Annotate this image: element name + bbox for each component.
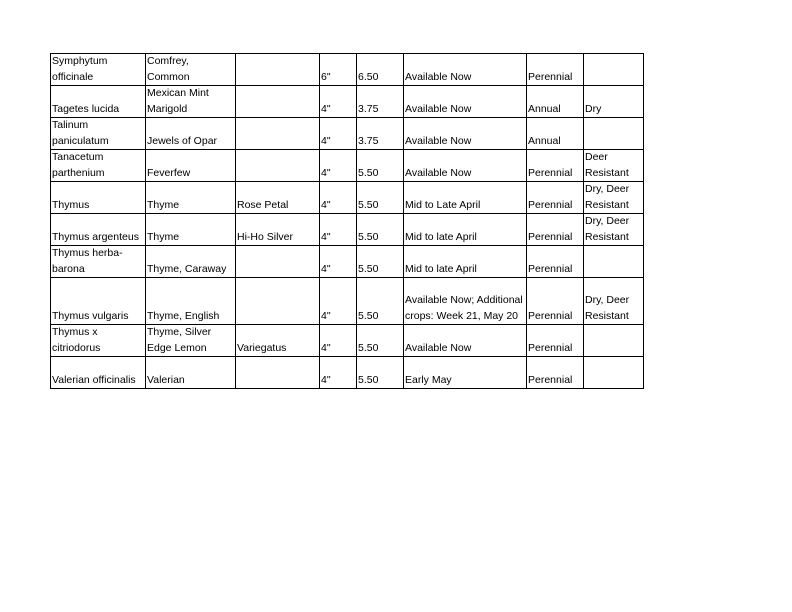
cultivar-cell: Variegatus xyxy=(236,325,320,357)
scientific-name-cell: Thymus herba-barona xyxy=(51,246,146,278)
price-cell: 5.50 xyxy=(357,246,404,278)
scientific-name-cell: Thymus argenteus xyxy=(51,214,146,246)
cultivar-cell xyxy=(236,118,320,150)
table-row xyxy=(51,150,644,182)
cultivar-cell xyxy=(236,357,320,389)
plant-type-cell: Annual xyxy=(527,86,584,118)
price-cell: 5.50 xyxy=(357,214,404,246)
notes-cell xyxy=(584,325,644,357)
common-name-cell: Thyme xyxy=(146,214,236,246)
price-cell: 3.75 xyxy=(357,118,404,150)
price-cell: 5.50 xyxy=(357,150,404,182)
table-row xyxy=(51,214,644,246)
availability-cell: Available Now xyxy=(404,325,527,357)
notes-cell: Dry, Deer Resistant xyxy=(584,182,644,214)
table-row xyxy=(51,325,644,357)
common-name-cell: Thyme, Silver Edge Lemon xyxy=(146,325,236,357)
plant-type-cell: Perennial xyxy=(527,246,584,278)
plant-type-cell: Annual xyxy=(527,118,584,150)
pot-size-cell: 4" xyxy=(320,150,357,182)
pot-size-cell: 4" xyxy=(320,246,357,278)
table-row xyxy=(51,182,644,214)
scientific-name-cell: Valerian officinalis xyxy=(51,357,146,389)
common-name-cell: Valerian xyxy=(146,357,236,389)
cultivar-cell xyxy=(236,246,320,278)
notes-cell: Deer Resistant xyxy=(584,150,644,182)
availability-cell: Available Now xyxy=(404,54,527,86)
cultivar-cell xyxy=(236,54,320,86)
scientific-name-cell: Symphytum officinale xyxy=(51,54,146,86)
table-row xyxy=(51,54,644,86)
pot-size-cell: 4" xyxy=(320,118,357,150)
table-row xyxy=(51,86,644,118)
notes-cell xyxy=(584,118,644,150)
notes-cell xyxy=(584,246,644,278)
scientific-name-cell: Thymus x citriodorus xyxy=(51,325,146,357)
plant-table xyxy=(50,53,644,389)
scientific-name-cell: Tanacetum parthenium xyxy=(51,150,146,182)
common-name-cell: Comfrey, Common xyxy=(146,54,236,86)
pot-size-cell: 4" xyxy=(320,278,357,325)
common-name-cell: Jewels of Opar xyxy=(146,118,236,150)
price-cell: 6.50 xyxy=(357,54,404,86)
plant-list-sheet xyxy=(50,53,644,389)
table-row xyxy=(51,278,644,325)
cultivar-cell: Rose Petal xyxy=(236,182,320,214)
pot-size-cell: 4" xyxy=(320,214,357,246)
pot-size-cell: 4" xyxy=(320,182,357,214)
plant-type-cell: Perennial xyxy=(527,182,584,214)
plant-type-cell: Perennial xyxy=(527,54,584,86)
common-name-cell: Thyme xyxy=(146,182,236,214)
availability-cell: Available Now xyxy=(404,118,527,150)
price-cell: 5.50 xyxy=(357,278,404,325)
pot-size-cell: 4" xyxy=(320,357,357,389)
price-cell: 5.50 xyxy=(357,357,404,389)
scientific-name-cell: Tagetes lucida xyxy=(51,86,146,118)
cultivar-cell xyxy=(236,278,320,325)
price-cell: 3.75 xyxy=(357,86,404,118)
common-name-cell: Thyme, English xyxy=(146,278,236,325)
notes-cell xyxy=(584,357,644,389)
scientific-name-cell: Thymus xyxy=(51,182,146,214)
common-name-cell: Thyme, Caraway xyxy=(146,246,236,278)
pot-size-cell: 4" xyxy=(320,325,357,357)
availability-cell: Early May xyxy=(404,357,527,389)
scientific-name-cell: Talinum paniculatum xyxy=(51,118,146,150)
table-row xyxy=(51,118,644,150)
pot-size-cell: 6" xyxy=(320,54,357,86)
plant-type-cell: Perennial xyxy=(527,278,584,325)
availability-cell: Mid to late April xyxy=(404,246,527,278)
availability-cell: Available Now xyxy=(404,86,527,118)
plant-type-cell: Perennial xyxy=(527,325,584,357)
cultivar-cell xyxy=(236,86,320,118)
price-cell: 5.50 xyxy=(357,182,404,214)
plant-type-cell: Perennial xyxy=(527,150,584,182)
availability-cell: Available Now xyxy=(404,150,527,182)
notes-cell: Dry, Deer Resistant xyxy=(584,278,644,325)
common-name-cell: Feverfew xyxy=(146,150,236,182)
price-cell: 5.50 xyxy=(357,325,404,357)
plant-type-cell: Perennial xyxy=(527,214,584,246)
cultivar-cell: Hi-Ho Silver xyxy=(236,214,320,246)
plant-type-cell: Perennial xyxy=(527,357,584,389)
common-name-cell: Mexican Mint Marigold xyxy=(146,86,236,118)
notes-cell: Dry xyxy=(584,86,644,118)
availability-cell: Available Now; Additional crops: Week 21, May 20 xyxy=(404,278,527,325)
scientific-name-cell: Thymus vulgaris xyxy=(51,278,146,325)
availability-cell: Mid to Late April xyxy=(404,182,527,214)
notes-cell xyxy=(584,54,644,86)
availability-cell: Mid to late April xyxy=(404,214,527,246)
pot-size-cell: 4" xyxy=(320,86,357,118)
table-row xyxy=(51,246,644,278)
notes-cell: Dry, Deer Resistant xyxy=(584,214,644,246)
table-row xyxy=(51,357,644,389)
cultivar-cell xyxy=(236,150,320,182)
